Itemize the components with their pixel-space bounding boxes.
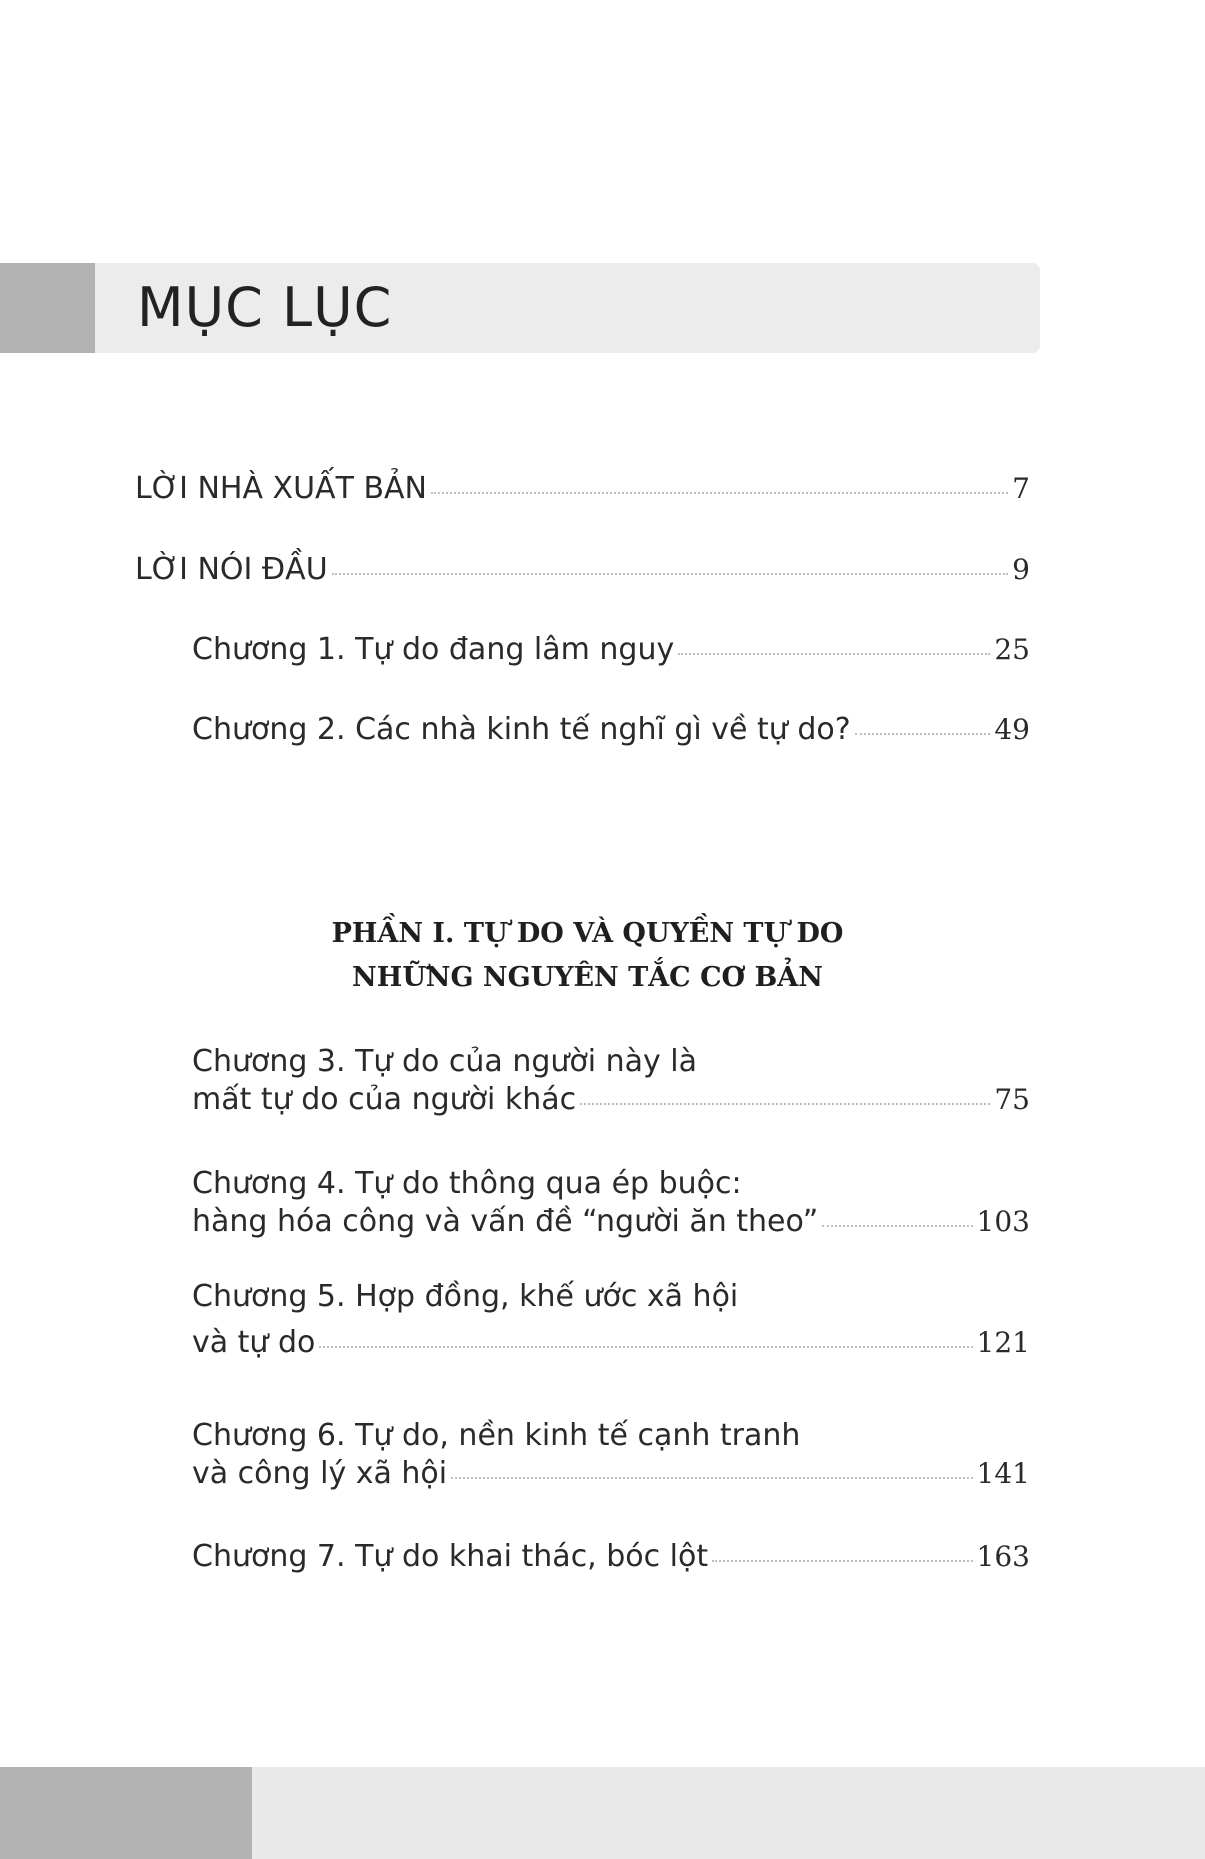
toc-entry-label-line-2: và công lý xã hội: [192, 1456, 448, 1491]
toc-entry-page: 7: [1012, 472, 1030, 505]
toc-entry-label: Chương 1. Tự do đang lâm nguy: [192, 632, 675, 667]
dot-leader: [678, 653, 990, 655]
part-heading-line-1: PHẦN I. TỰ DO VÀ QUYỀN TỰ DO: [331, 918, 844, 949]
dot-leader: [855, 733, 991, 735]
toc-entry-label: LỜI NÓI ĐẦU: [135, 552, 328, 587]
toc-entry-label-line-2: và tự do: [192, 1325, 316, 1360]
footer-band-background: [252, 1767, 1205, 1859]
toc-entry-label-line-2: mất tự do của người khác: [192, 1082, 577, 1117]
dot-leader: [451, 1477, 972, 1479]
toc-entry-label-line-1: Chương 5. Hợp đồng, khế ước xã hội: [192, 1279, 739, 1314]
title-band-accent: [0, 263, 95, 353]
dot-leader: [431, 492, 1008, 494]
dot-leader: [580, 1103, 990, 1105]
toc-entry-page: 75: [994, 1083, 1030, 1116]
dot-leader: [332, 573, 1009, 575]
toc-entry-page: 9: [1012, 553, 1030, 586]
dot-leader: [822, 1225, 972, 1227]
footer-band-accent: [0, 1767, 252, 1859]
page-title: MỤC LỤC: [137, 276, 393, 339]
part-heading-line-2: NHỮNG NGUYÊN TẮC CƠ BẢN: [352, 962, 823, 993]
toc-entry-label: Chương 2. Các nhà kinh tế nghĩ gì về tự do?: [192, 712, 851, 747]
dot-leader: [319, 1346, 972, 1348]
toc-entry-page: 25: [994, 633, 1030, 666]
title-band: [0, 263, 1040, 353]
dot-leader: [712, 1560, 972, 1562]
toc-entry-page: 121: [976, 1326, 1030, 1359]
toc-entry-page: 141: [976, 1457, 1030, 1490]
toc-entry-label-line-2: hàng hóa công và vấn đề “người ăn theo”: [192, 1204, 819, 1239]
toc-entry-label-line-1: Chương 4. Tự do thông qua ép buộc:: [192, 1166, 742, 1201]
toc-entry-label-line-1: Chương 3. Tự do của người này là: [192, 1044, 698, 1079]
toc-entry-page: 163: [976, 1540, 1030, 1573]
toc-entry-label: Chương 7. Tự do khai thác, bóc lột: [192, 1539, 709, 1574]
toc-entry-page: 49: [994, 713, 1030, 746]
footer-band: [0, 1767, 1205, 1859]
toc-entry-label-line-1: Chương 6. Tự do, nền kinh tế cạnh tranh: [192, 1418, 801, 1453]
toc-entry-page: 103: [976, 1205, 1030, 1238]
toc-entry-label: LỜI NHÀ XUẤT BẢN: [135, 471, 427, 506]
